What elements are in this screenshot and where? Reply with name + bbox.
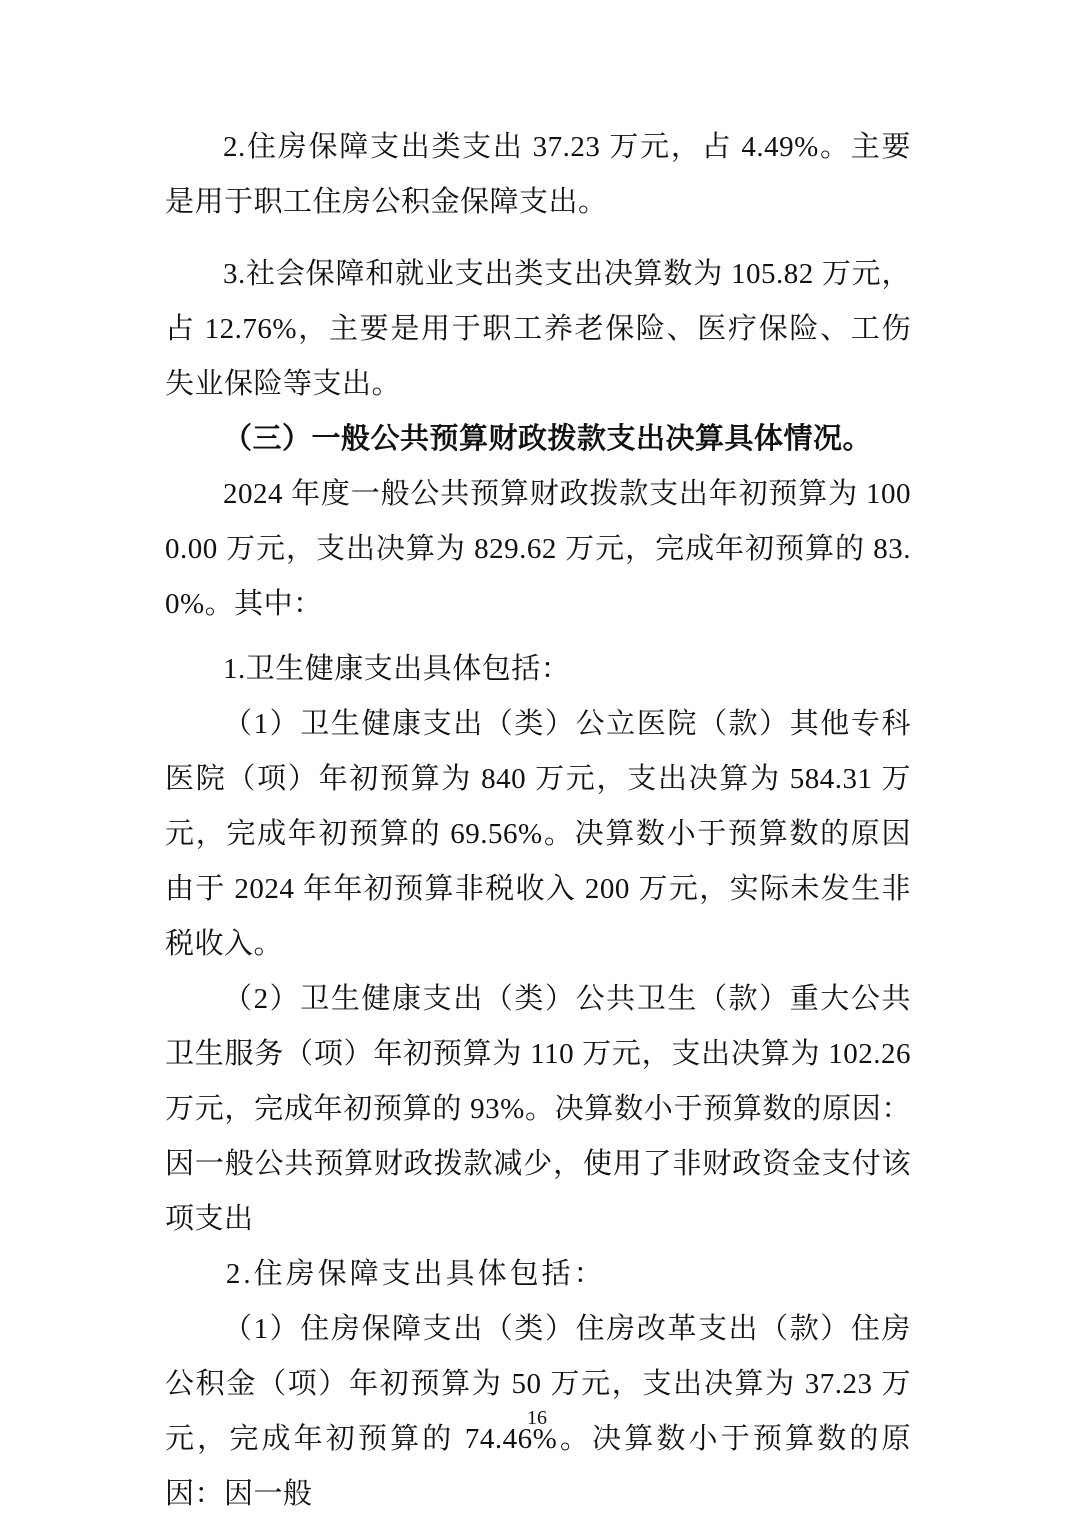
- paragraph-health-expenditure-intro: 1.卫生健康支出具体包括：: [223, 653, 571, 685]
- section-heading-general-budget-details: （三）一般公共预算财政拨款支出决算具体情况。: [223, 423, 873, 455]
- paragraph-health-expenditure-item-2: （2）卫生健康支出（类）公共卫生（款）重大公共卫生服务（项）年初预算为 110 万元，支出决算为 102.26 万元，完成年初预算的 93%。决算数小于预算数的原因：因一般公共预算财政拨款减少，使用了非财政资金支付该项支出: [165, 983, 911, 1235]
- paragraph-housing-expenditure-item-1: （1）住房保障支出（类）住房改革支出（款）住房公积金（项）年初预算为 50 万元，支出决算为 37.23 万元，完成年初预算的 74.46%。决算数小于预算数的原因：因一般: [165, 1313, 911, 1510]
- paragraph-housing-expenditure-intro: 2.住房保障支出具体包括：: [225, 1258, 606, 1290]
- paragraph-budget-overview: 2024 年度一般公共预算财政拨款支出年初预算为 1000.00 万元，支出决算为 829.62 万元，完成年初预算的 83.0%。其中：: [165, 478, 911, 620]
- paragraph-health-expenditure-item-1: （1）卫生健康支出（类）公立医院（款）其他专科医院（项）年初预算为 840 万元，支出决算为 584.31 万元，完成年初预算的 69.56%。决算数小于预算数的原因由于 2024 年年初预算非税收入 200 万元，实际未发生非税收入。: [165, 708, 911, 960]
- paragraph-social-security-summary: 3.社会保障和就业支出类支出决算数为 105.82 万元，占 12.76%，主要是用于职工养老保险、医疗保险、工伤失业保险等支出。: [165, 258, 911, 400]
- document-body: [165, 120, 911, 1520]
- paragraph-housing-expense-summary: 2.住房保障支出类支出 37.23 万元，占 4.49%。主要是用于职工住房公积金保障支出。: [165, 131, 911, 218]
- page-number: 16: [527, 1407, 547, 1429]
